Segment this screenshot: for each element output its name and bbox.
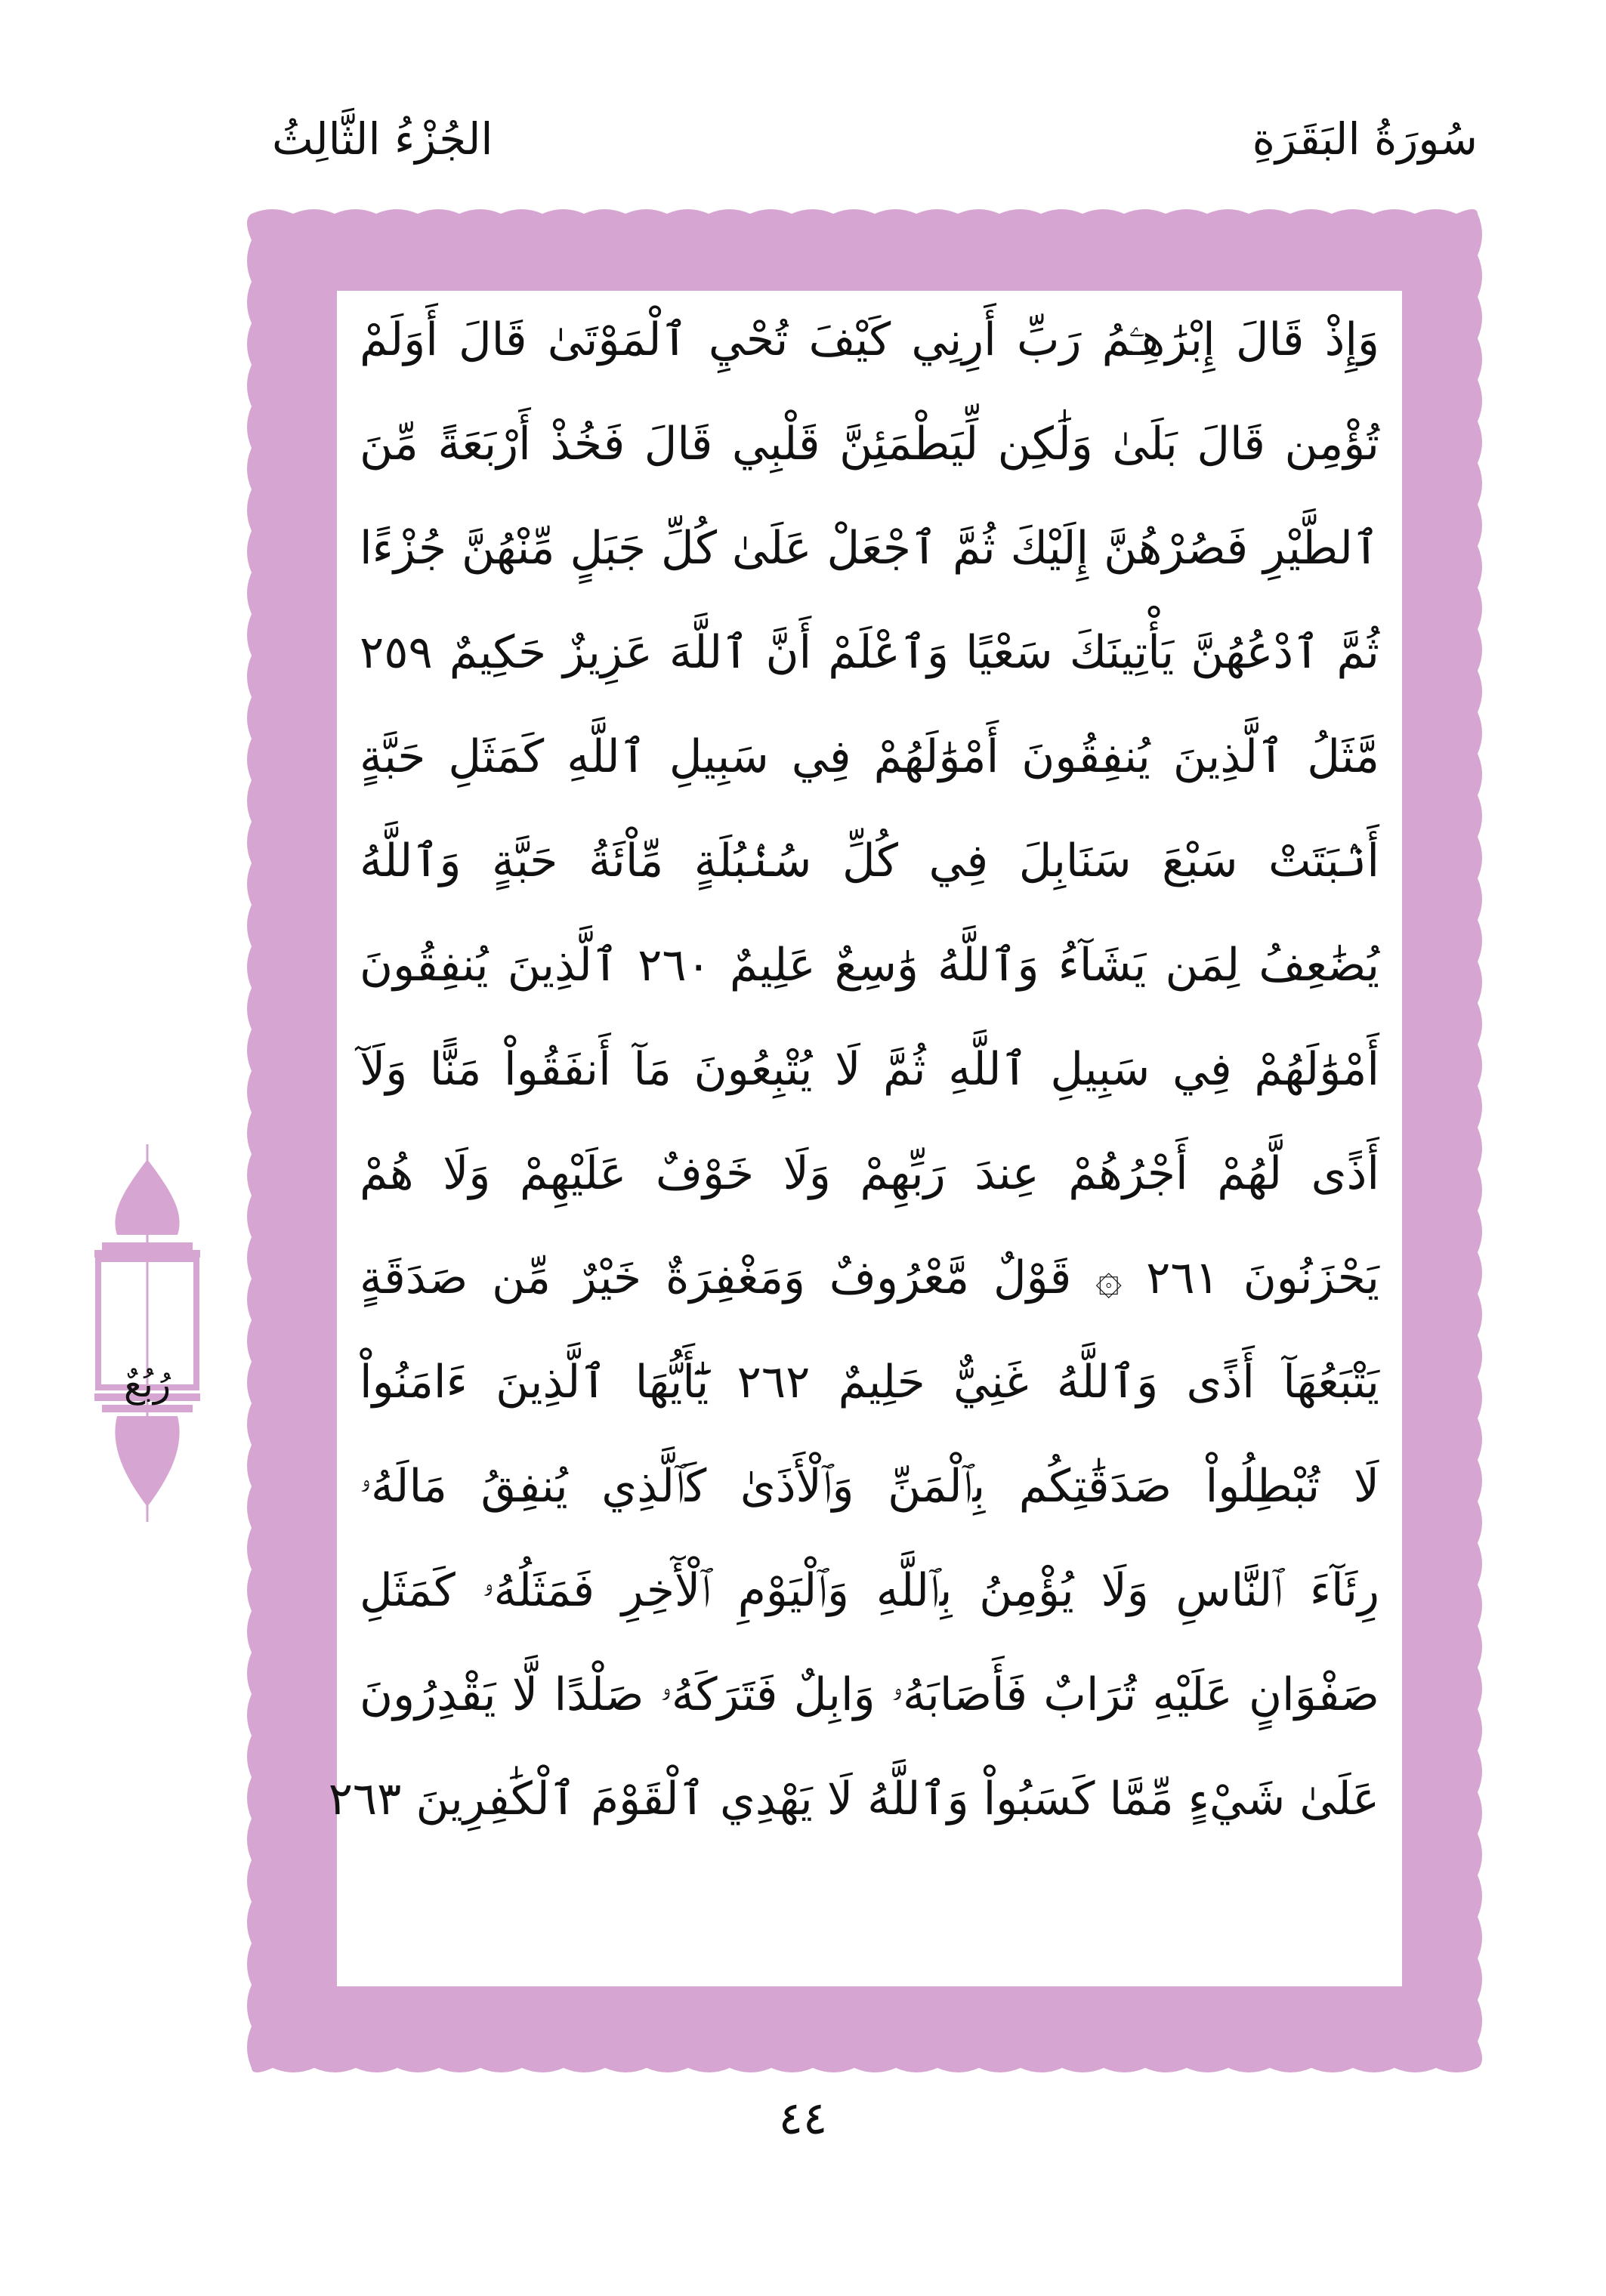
surah-name: سُورَةُ البَقَرَةِ bbox=[1252, 113, 1478, 165]
text-line: ثُمَّ ٱدْعُهُنَّ يَأْتِينَكَ سَعْيًا وَٱعْلَمْ أَنَّ ٱللَّهَ عَزِيزٌ حَكِيمٌ ٢٥٩ bbox=[360, 626, 1379, 679]
rub-hizb-marker bbox=[94, 1318, 200, 1439]
juz-name: الجُزْءُ الثَّالِثُ bbox=[272, 113, 493, 165]
text-line: عَلَىٰ شَيْءٍ مِّمَّا كَسَبُواْ وَٱللَّهُ لَا يَهْدِي ٱلْقَوْمَ ٱلْكَٰفِرِينَ ٢٦٣ bbox=[328, 1773, 1379, 1825]
page-number: ٤٤ bbox=[778, 2092, 828, 2145]
text-line: صَفْوَانٍ عَلَيْهِ تُرَابٌ فَأَصَابَهُۥ وَابِلٌ فَتَرَكَهُۥ صَلْدًا لَّا يَقْدِرُونَ bbox=[360, 1668, 1379, 1721]
text-line: أَذًى لَّهُمْ أَجْرُهُمْ عِندَ رَبِّهِمْ وَلَا خَوْفٌ عَلَيْهِمْ وَلَا هُمْ bbox=[360, 1147, 1379, 1200]
text-line: رِئَآءَ ٱلنَّاسِ وَلَا يُؤْمِنُ بِٱللَّهِ وَٱلْيَوْمِ ٱلْأٓخِرِ فَمَثَلُهُۥ كَمَثَلِ bbox=[360, 1564, 1379, 1617]
rub-ornament-icon bbox=[94, 1144, 200, 1522]
text-line: تُؤْمِن قَالَ بَلَىٰ وَلَٰكِن لِّيَطْمَئِنَّ قَلْبِي قَالَ فَخُذْ أَرْبَعَةً مِّنَ bbox=[360, 418, 1379, 471]
text-line: أَنۢبَتَتْ سَبْعَ سَنَابِلَ فِي كُلِّ سُنۢبُلَةٍ مِّاْئَةُ حَبَّةٍ وَٱللَّهُ bbox=[360, 835, 1379, 887]
text-line: ٱلطَّيْرِ فَصُرْهُنَّ إِلَيْكَ ثُمَّ ٱجْعَلْ عَلَىٰ كُلِّ جَبَلٍ مِّنْهُنَّ جُزْءًا bbox=[360, 522, 1379, 575]
text-line: وَإِذْ قَالَ إِبْرَٰهِـۧمُ رَبِّ أَرِنِي كَيْفَ تُحْيِ ٱلْمَوْتَىٰ قَالَ أَوَلَمْ bbox=[360, 313, 1379, 366]
text-line: مَّثَلُ ٱلَّذِينَ يُنفِقُونَ أَمْوَٰلَهُمْ فِي سَبِيلِ ٱللَّهِ كَمَثَلِ حَبَّةٍ bbox=[360, 730, 1379, 783]
text-line: يَحْزَنُونَ ٢٦١ ۞ قَوْلٌ مَّعْرُوفٌ وَمَغْفِرَةٌ خَيْرٌ مِّن صَدَقَةٍ bbox=[360, 1251, 1379, 1304]
text-line: أَمْوَٰلَهُمْ فِي سَبِيلِ ٱللَّهِ ثُمَّ لَا يُتْبِعُونَ مَآ أَنفَقُواْ مَنًّا وَلَآ bbox=[360, 1043, 1379, 1096]
text-line: يَتْبَعُهَآ أَذًى وَٱللَّهُ غَنِيٌّ حَلِيمٌ ٢٦٢ يَٰٓأَيُّهَا ٱلَّذِينَ ءَامَنُواْ bbox=[360, 1356, 1380, 1409]
rub-label: رُبُعٌ bbox=[123, 1363, 171, 1406]
text-line: لَا تُبْطِلُواْ صَدَقَٰتِكُم بِٱلْمَنِّ وَٱلْأَذَىٰ كَٱلَّذِي يُنفِقُ مَالَهُۥ bbox=[360, 1460, 1379, 1513]
text-line: يُضَٰعِفُ لِمَن يَشَآءُ وَٱللَّهُ وَٰسِعٌ عَلِيمٌ ٢٦٠ ٱلَّذِينَ يُنفِقُونَ bbox=[360, 939, 1380, 992]
text-panel bbox=[328, 291, 1402, 1986]
